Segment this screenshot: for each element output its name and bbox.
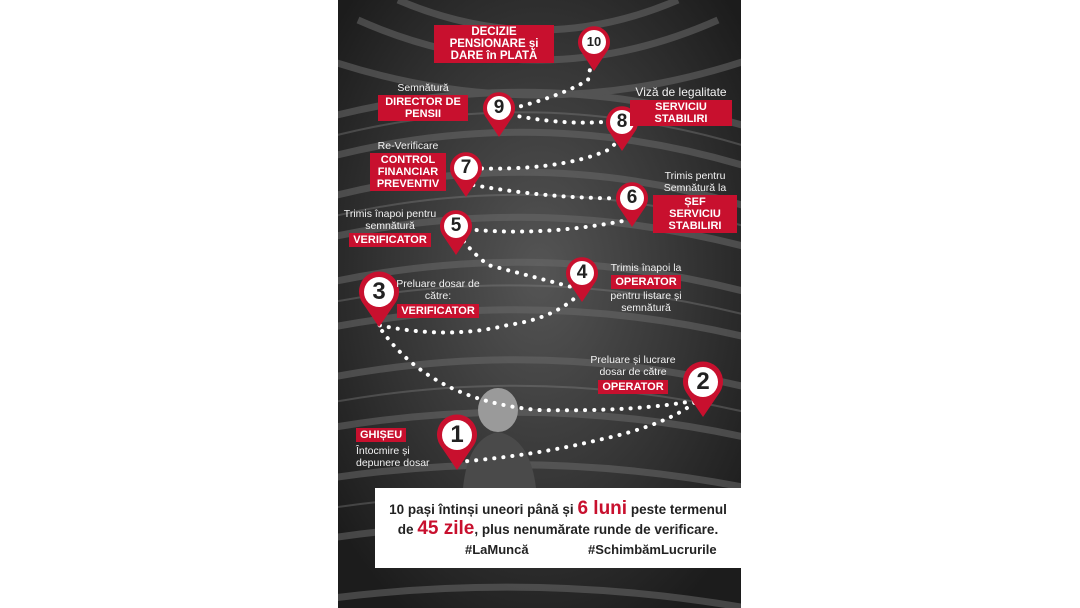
step-7-description: Re-Verificare [377,140,439,152]
step-4-description-bottom: pentru listare și semnătură [610,290,682,314]
step-5-number: 5 [450,215,462,236]
hashtag-schimbam-lucrurile: #SchimbămLucrurile [588,542,717,557]
step-9-pin-icon [481,90,517,138]
step-8-description: Viză de legalitate [635,85,727,99]
step-5-label [340,208,440,247]
step-6-title: ȘEF SERVICIU STABILIRI [653,195,737,233]
step-5-description: Trimis înapoi pentru semnătură [343,208,437,232]
step-3-number: 3 [372,278,386,305]
step-8-title: SERVICIU STABILIRI [630,100,732,126]
footer-text: de [397,522,414,537]
footer-line-2 [375,518,741,540]
footer-caption-box [375,488,741,568]
step-6-number: 6 [626,187,638,208]
step-6-description: Trimis pentru Semnătură la [663,170,727,194]
step-6-pin-icon [614,180,650,228]
step-4-description-top: Trimis înapoi la [610,262,682,274]
step-7-pin-icon [448,150,484,198]
step-2-label [578,354,688,394]
step-1-label [356,428,436,469]
step-9-description: Semnătură [397,82,449,94]
step-1-title: GHIȘEU [356,428,406,442]
step-9-number: 9 [493,97,505,118]
step-1-pin-icon [435,413,479,471]
step-1-description: Întocmire și depunere dosar [356,445,430,469]
footer-text: peste termenul [630,502,727,517]
step-4-label [600,262,692,314]
footer-highlight: 6 luni [577,498,628,519]
infographic-poster [338,0,741,608]
step-4-number: 4 [576,262,588,283]
step-3-label [395,278,481,318]
step-10-label [434,25,554,63]
step-8-number: 8 [616,111,628,132]
footer-text: 10 pași întinși uneori până și [389,502,574,517]
step-2-description: Preluare și lucrare dosar de către [590,354,676,378]
footer-line-1 [375,498,741,520]
step-5-pin-icon [438,208,474,256]
footer-text: , plus nenumărate runde de verificare. [474,522,719,537]
hashtag-la-munca: #LaMuncă [465,542,529,557]
step-10-number: 10 [586,34,602,49]
step-10-title: DECIZIE PENSIONARE și DARE în PLATĂ [434,25,554,63]
step-10-pin-icon [576,24,612,72]
step-1-number: 1 [450,421,464,448]
step-2-number: 2 [696,368,710,395]
footer-highlight: 45 zile [417,518,475,539]
step-6-label [653,170,737,233]
step-7-label [370,140,446,191]
step-2-title: OPERATOR [598,380,667,394]
step-8-label [630,86,732,126]
step-7-title: CONTROL FINANCIAR PREVENTIV [370,153,446,191]
step-7-number: 7 [460,157,472,178]
step-4-title: OPERATOR [611,275,680,289]
step-3-description: Preluare dosar de către: [396,278,480,302]
step-9-label [378,82,468,121]
step-3-title: VERIFICATOR [397,304,479,318]
step-9-title: DIRECTOR DE PENSII [378,95,468,121]
step-4-pin-icon [564,255,600,303]
step-5-title: VERIFICATOR [349,233,431,247]
